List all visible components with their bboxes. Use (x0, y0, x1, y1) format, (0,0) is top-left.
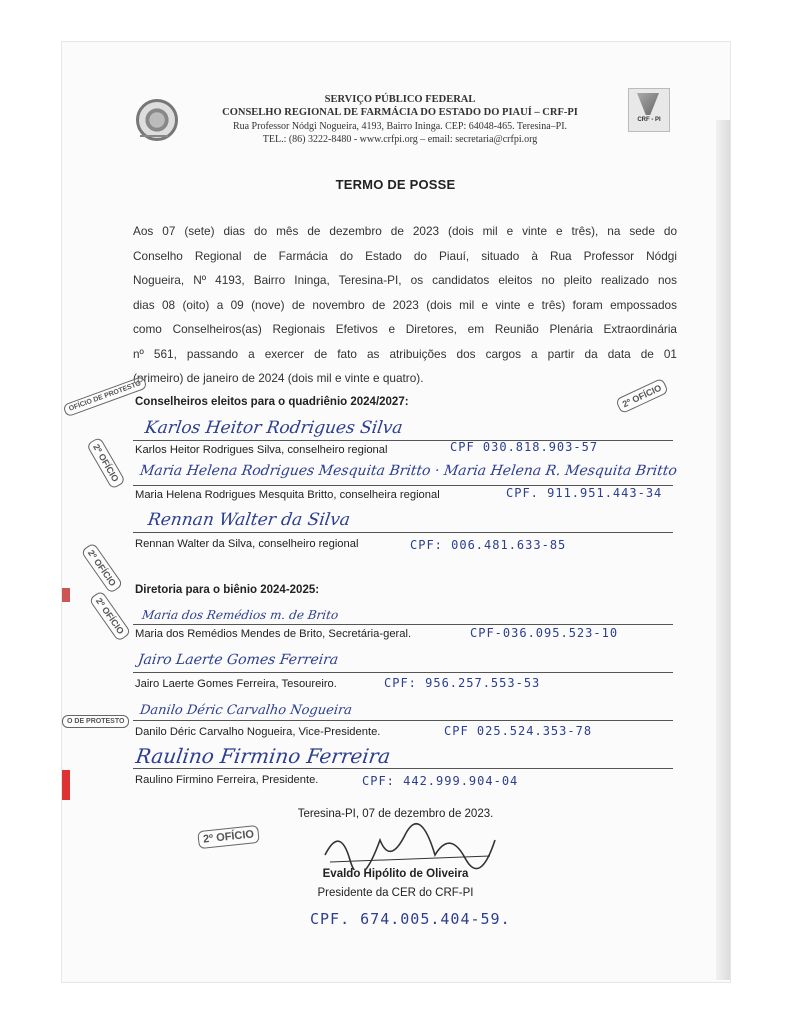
cpf-handwritten: CPF: 442.999.904-04 (362, 774, 519, 788)
signature: Maria dos Remédios m. de Brito (141, 608, 340, 622)
member-name: Danilo Déric Carvalho Nogueira, Vice-Presidente. (135, 726, 381, 738)
signature-line (133, 768, 673, 769)
page-edge-shadow (716, 120, 730, 980)
signature: Raulino Firmino Ferreira (134, 744, 393, 768)
paragraph-line: nº 561, passando a exercer de fato as atribuições dos cargos a partir da data de 01 (133, 346, 677, 361)
coat-of-arms-icon (132, 95, 176, 147)
member-name: Raulino Firmino Ferreira, Presidente. (135, 774, 319, 786)
paragraph-line: (primeiro) de janeiro de 2024 (dois mil e vinte e quatro). (133, 371, 424, 385)
notary-stamp: OFÍCIO DE PROTESTO (62, 376, 147, 418)
paragraph-line: dias 08 (oito) a 09 (nove) de novembro de 2023 (dois mil e vinte e três) foram empossados (133, 297, 677, 312)
cpf-handwritten: CPF: 956.257.553-53 (384, 676, 541, 690)
notary-stamp: 2º OFÍCIO (88, 590, 131, 642)
paragraph-line: Nogueira, Nº 4193, Bairro Ininga, Teresina-PI, os candidatos eleitos no pleito realizado nos (133, 273, 677, 287)
cpf-handwritten: CPF 025.524.353-78 (444, 724, 593, 738)
cpf-handwritten: CPF-036.095.523-10 (470, 626, 619, 640)
header-contact: TEL.: (86) 3222-8480 - www.crfpi.org – email: secretaria@crfpi.org (262, 134, 538, 145)
section-heading-councillors: Conselheiros eleitos para o quadriênio 2024/2027: (135, 396, 409, 408)
paragraph-line: Conselho Regional de Farmácia do Estado do Piauí, situado à Rua Professor Nódgi (133, 248, 677, 263)
signatory-cpf-handwritten: CPF. 674.005.404-59. (310, 910, 511, 928)
signature: Danilo Déric Carvalho Nogueira (138, 703, 353, 718)
signatory-name: Evaldo Hipólito de Oliveira (322, 868, 469, 880)
notary-stamp: 2º OFÍCIO (80, 542, 123, 594)
header-line-1: SERVIÇO PÚBLICO FEDERAL (324, 94, 476, 105)
signature: Jairo Laerte Gomes Ferreira (136, 652, 340, 668)
cpf-handwritten: CPF. 911.951.443-34 (506, 486, 663, 500)
member-name: Maria Helena Rodrigues Mesquita Britto, conselheira regional (135, 489, 440, 501)
member-name: Karlos Heitor Rodrigues Silva, conselheiro regional (135, 444, 388, 456)
cpf-handwritten: CPF 030.818.903-57 (450, 440, 599, 454)
member-name: Jairo Laerte Gomes Ferreira, Tesoureiro. (135, 678, 337, 690)
notary-stamp: 2º OFÍCIO (197, 825, 260, 849)
signatory-signature-scribble (320, 820, 500, 870)
body-paragraph (133, 219, 677, 391)
header-line-2: CONSELHO REGIONAL DE FARMÁCIA DO ESTADO DO PIAUÍ – CRF-PI (222, 107, 578, 118)
notary-stamp: 2º OFÍCIO (615, 378, 669, 414)
signatory-role: Presidente da CER do CRF-PI (317, 887, 474, 899)
notary-stamp: O DE PROTESTO (62, 715, 129, 728)
paragraph-line: Aos 07 (sete) dias do mês de dezembro de 2023 (dois mil e vinte e três), na sede do (133, 224, 677, 238)
notary-stamp: 2º OFÍCIO (86, 437, 126, 490)
place-and-date: Teresina-PI, 07 de dezembro de 2023. (297, 808, 494, 820)
crf-logo-icon: CRF - PI (628, 88, 670, 132)
paragraph-line: como Conselheiros(as) Regionais Efetivos e Diretores, em Reunião Plenária Extraordinária (133, 322, 677, 336)
signature-line (133, 532, 673, 533)
member-name: Maria dos Remédios Mendes de Brito, Secretária-geral. (135, 628, 412, 640)
signature-line (133, 720, 673, 721)
signature: Karlos Heitor Rodrigues Silva (143, 418, 404, 438)
signature: Maria Helena Rodrigues Mesquita Britto · Maria Helena R. Mesquita Britto (138, 463, 678, 479)
member-name: Rennan Walter da Silva, conselheiro regional (135, 538, 359, 550)
cpf-handwritten: CPF: 006.481.633-85 (410, 538, 567, 552)
document-title: TERMO DE POSSE (335, 177, 456, 192)
header-address: Rua Professor Nódgi Nogueira, 4193, Bairro Ininga. CEP: 64048-465. Teresina–PI. (232, 121, 568, 132)
signature-line (133, 672, 673, 673)
page-edge-mark-small (62, 588, 70, 602)
section-heading-board: Diretoria para o biênio 2024-2025: (135, 584, 320, 596)
signature: Rennan Walter da Silva (146, 510, 352, 530)
page-edge-mark (62, 770, 70, 800)
signature-line (133, 624, 673, 625)
